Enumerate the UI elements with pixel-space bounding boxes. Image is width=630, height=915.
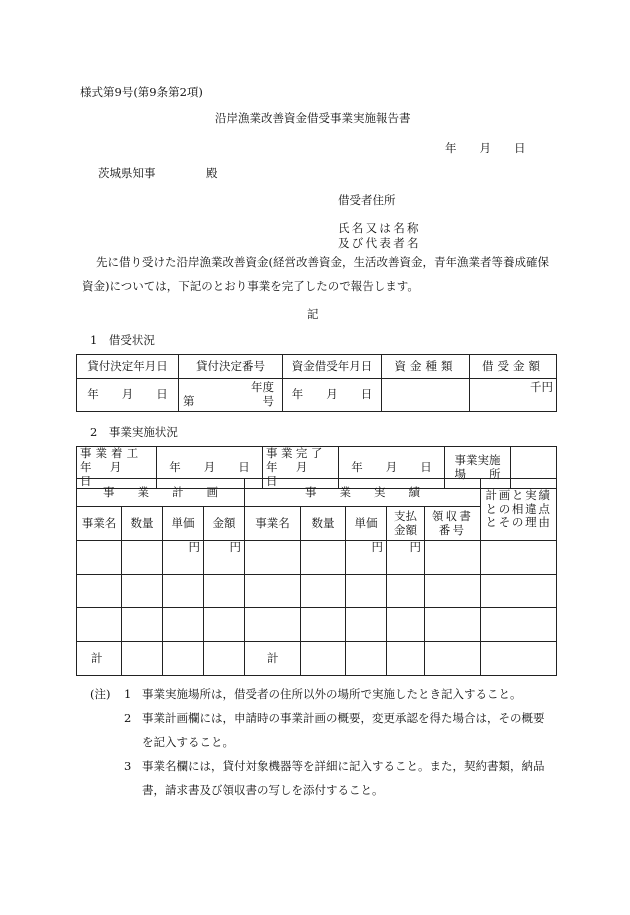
header-decision-number: 貸付決定番号 [179,355,283,379]
decision-date-cell: 年 月 日 [77,379,179,412]
nendo-label: 年度 [251,380,274,394]
note-1-number: 1 [124,687,132,701]
borrower-name-label-1: 氏名又は名称 [338,221,421,235]
decision-number-cell [179,379,283,412]
start-label-2: 年 月 日 [80,459,140,488]
borrowing-status-table [76,354,557,412]
place-label-2: 場 所 [454,466,501,481]
document-title: 沿岸漁業改善資金借受事業実施報告書 [215,111,411,125]
notes-label: (注) [90,687,111,701]
plan-project-name-header: 事業名 [77,507,122,541]
note-3-number: 3 [124,759,132,773]
difference-header-2: との相違点 [485,501,552,516]
start-date-cell: 年 月 日 [157,447,263,489]
result-unit-price-yen: 円 [346,541,387,575]
plan-unit-price-yen: 円 [163,541,204,575]
place-label-1: 事業実施 [454,452,501,467]
end-label-1: 事業完了 [266,446,326,460]
fund-type-cell [382,379,470,412]
addressee-name: 茨城県知事 [98,166,156,180]
result-unit-price-header: 単価 [346,507,387,541]
end-date-cell: 年 月 日 [339,447,445,489]
note-2-number: 2 [124,711,132,725]
start-label-1: 事業着工 [80,446,143,460]
section1-heading: 1 借受状況 [90,333,155,347]
plan-quantity-header: 数量 [122,507,163,541]
go-label: 号 [262,394,274,409]
borrower-address-label: 借受者住所 [338,193,396,207]
header-borrow-amount: 借受金額 [470,355,557,379]
result-receipt-header [425,507,481,541]
dai-label: 第 [183,394,195,409]
plan-unit-price-header: 単価 [163,507,204,541]
result-quantity-header: 数量 [301,507,346,541]
addressee-honorific: 殿 [206,166,218,180]
plan-total-label: 計 [77,642,122,676]
paid-header-1: 支払 [394,508,417,523]
result-paid-header [387,507,425,541]
note-2-text: 事業計画欄には，申請時の事業計画の概要，変更承認を得た場合は，その概要 [142,711,545,725]
difference-header [481,479,557,541]
section2-heading: 2 事業実施状況 [90,425,178,439]
implementation-detail-table [76,478,557,676]
header-borrow-date: 資金借受年月日 [283,355,382,379]
plan-amount-header: 金額 [204,507,245,541]
note-2-text-cont: を記入すること。 [142,735,234,749]
paid-header-2: 金額 [394,522,417,537]
intro-paragraph: 先に借り受けた沿岸漁業改善資金(経営改善資金，生活改善資金，青年漁業者等養成確保資金)については，下記のとおり事業を完了したので報告します。 [82,255,549,293]
result-paid-yen: 円 [387,541,425,575]
header-fund-type: 資金種類 [382,355,470,379]
plan-header: 事 業 計 画 [77,479,245,507]
borrower-name-label-2: 及び代表者名 [338,236,421,250]
amount-cell: 千円 [470,379,557,412]
form-number: 様式第9号(第9条第2項) [80,85,203,99]
receipt-header-2: 番号 [438,522,467,537]
note-1-text: 事業実施場所は，借受者の住所以外の場所で実施したとき記入すること。 [142,687,522,701]
note-3-text-cont: 書，請求書及び領収書の写しを添付すること。 [142,783,384,797]
plan-amount-yen: 円 [204,541,245,575]
report-date: 年 月 日 [445,141,526,155]
result-header: 事 業 実 績 [245,479,481,507]
note-3-text: 事業名欄には，貸付対象機器等を詳細に記入すること。また，契約書類，納品 [142,759,545,773]
header-decision-date: 貸付決定年月日 [77,355,179,379]
end-label-2: 年 月 日 [266,459,326,488]
difference-header-3: とその理由 [485,515,552,530]
result-total-label: 計 [245,642,301,676]
result-project-name-header: 事業名 [245,507,301,541]
borrow-date-cell: 年 月 日 [283,379,382,412]
ki-marker: 記 [307,307,319,321]
difference-header-1: 計画と実績 [485,487,552,502]
receipt-header-1: 領収書 [431,508,474,523]
